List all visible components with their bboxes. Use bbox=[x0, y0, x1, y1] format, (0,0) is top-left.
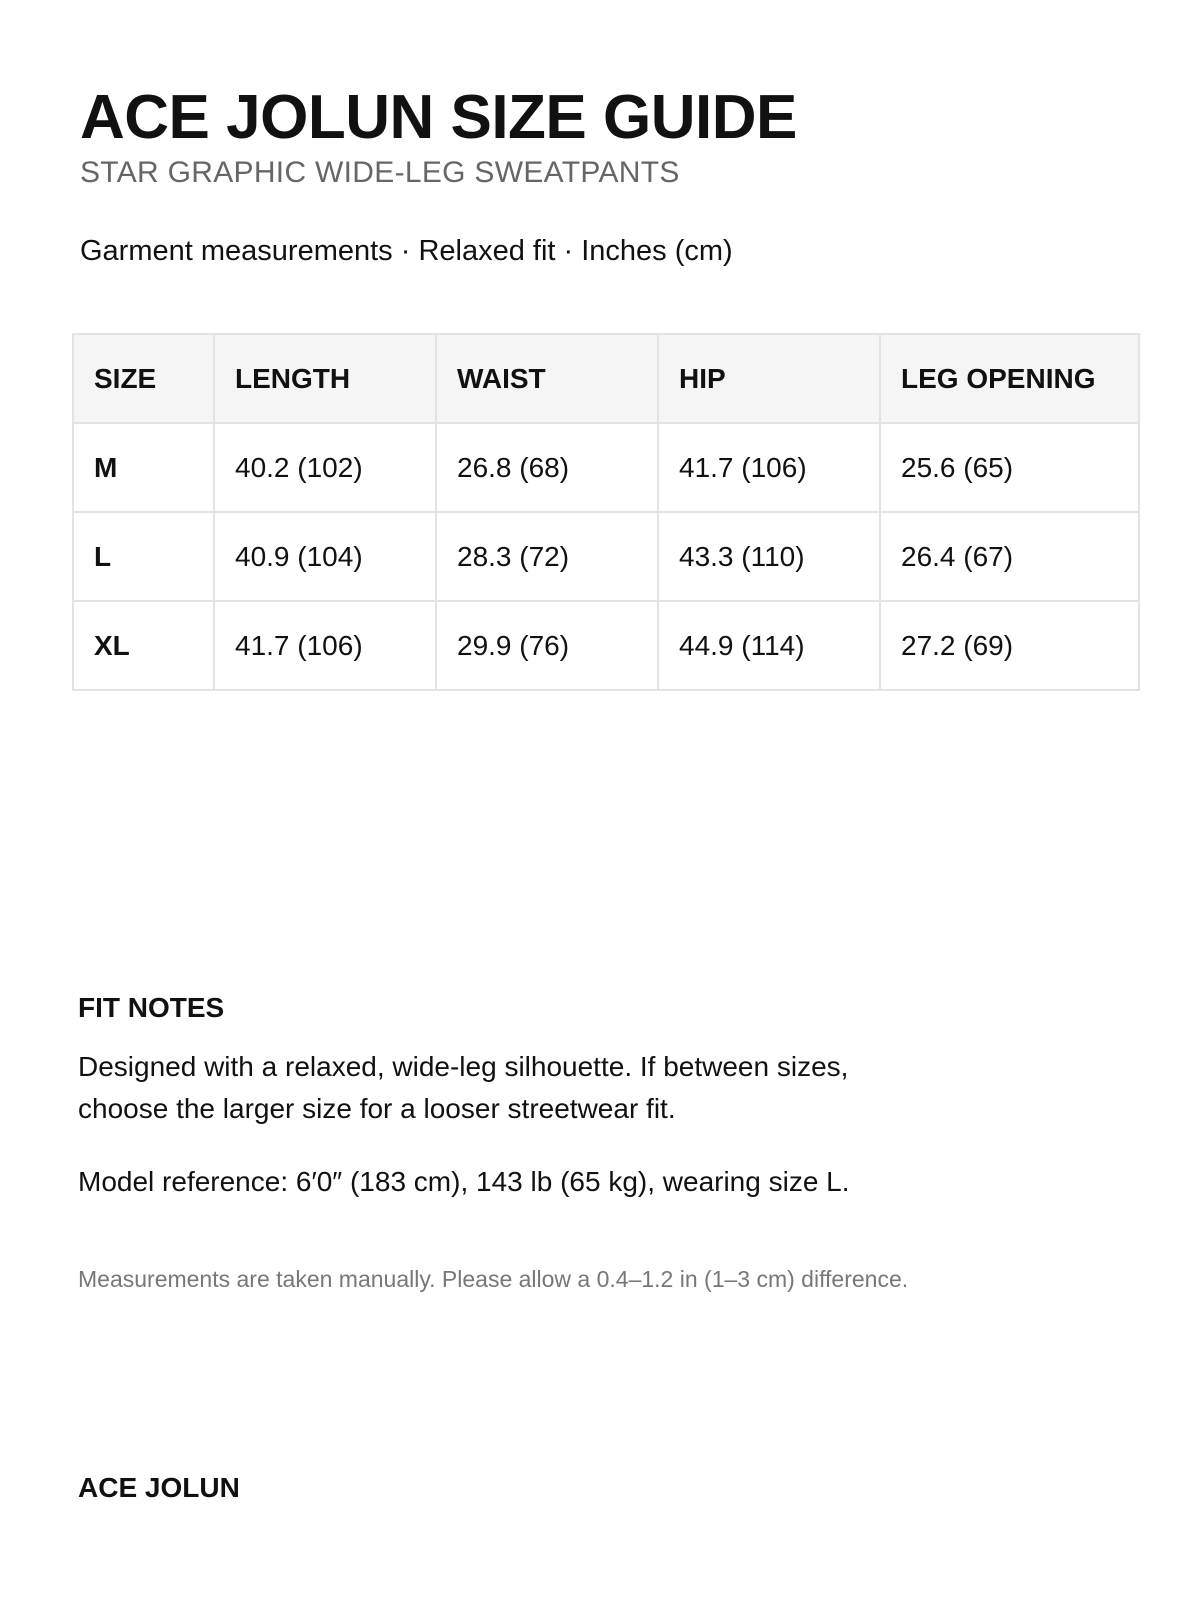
column-header-leg-opening: LEG OPENING bbox=[880, 334, 1139, 423]
fit-notes-body: Designed with a relaxed, wide-leg silhouette. If between sizes, choose the larger size for a looser streetwear fit. bbox=[78, 1051, 849, 1124]
table-row bbox=[73, 512, 1139, 601]
fit-notes-heading: FIT NOTES bbox=[78, 992, 225, 1023]
model-reference: Model reference: 6′0″ (183 cm), 143 lb (65 kg), wearing size L. bbox=[78, 1166, 850, 1197]
size-label: L bbox=[73, 512, 214, 601]
column-header-length: LENGTH bbox=[214, 334, 436, 423]
hip-value: 41.7 (106) bbox=[658, 423, 880, 512]
size-label: XL bbox=[73, 601, 214, 690]
column-header-hip: HIP bbox=[658, 334, 880, 423]
page-title: ACE JOLUN SIZE GUIDE bbox=[80, 83, 797, 152]
table-header-row bbox=[73, 334, 1139, 423]
length-value: 41.7 (106) bbox=[214, 601, 436, 690]
hip-value: 43.3 (110) bbox=[658, 512, 880, 601]
table-row bbox=[73, 601, 1139, 690]
leg-opening-value: 26.4 (67) bbox=[880, 512, 1139, 601]
hip-value: 44.9 (114) bbox=[658, 601, 880, 690]
length-value: 40.9 (104) bbox=[214, 512, 436, 601]
column-header-size: SIZE bbox=[73, 334, 214, 423]
column-header-waist: WAIST bbox=[436, 334, 658, 423]
size-chart-table bbox=[72, 333, 1140, 691]
size-label: M bbox=[73, 423, 214, 512]
leg-opening-value: 25.6 (65) bbox=[880, 423, 1139, 512]
waist-value: 26.8 (68) bbox=[436, 423, 658, 512]
leg-opening-value: 27.2 (69) bbox=[880, 601, 1139, 690]
measurement-info: Garment measurements · Relaxed fit · Inches (cm) bbox=[80, 235, 733, 267]
product-name: STAR GRAPHIC WIDE-LEG SWEATPANTS bbox=[80, 156, 680, 189]
table-row bbox=[73, 423, 1139, 512]
measurement-disclaimer: Measurements are taken manually. Please allow a 0.4–1.2 in (1–3 cm) difference. bbox=[78, 1266, 909, 1292]
footer-brand: ACE JOLUN bbox=[78, 1472, 240, 1503]
waist-value: 29.9 (76) bbox=[436, 601, 658, 690]
length-value: 40.2 (102) bbox=[214, 423, 436, 512]
waist-value: 28.3 (72) bbox=[436, 512, 658, 601]
